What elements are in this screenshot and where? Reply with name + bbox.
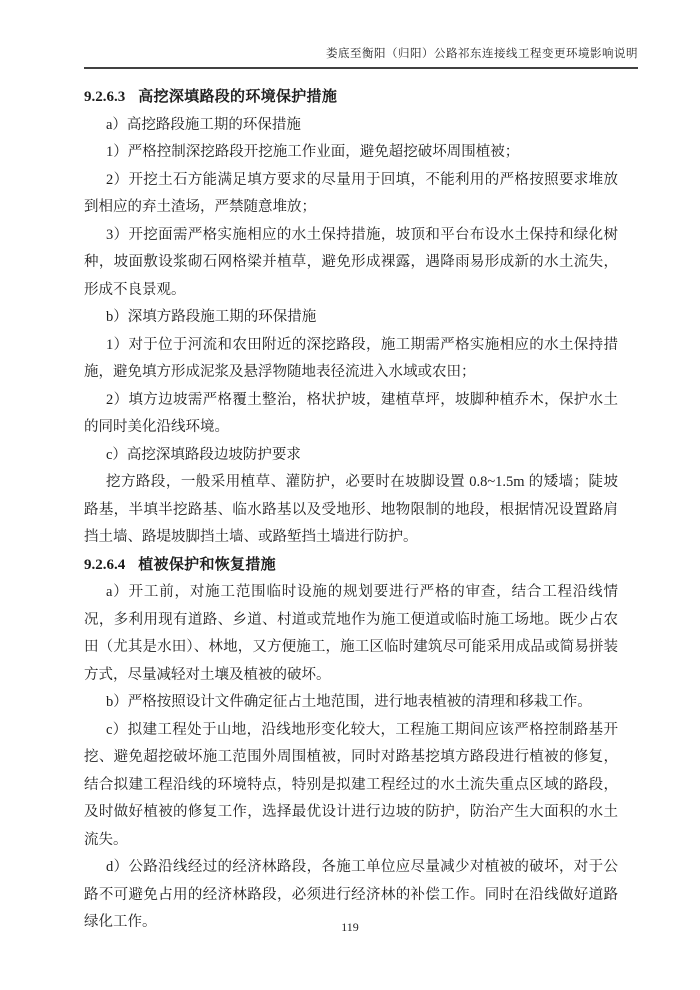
paragraph-b: b）深填方路段施工期的环保措施: [106, 309, 317, 325]
document-body: [84, 84, 618, 937]
paragraph-a3: 3）开挖面需严格实施相应的水土保持措施，坡顶和平台布设水土保持和绿化树种，坡面敷设浆砌石网格梁并植草，避免形成裸露，遇降雨易形成新的水土流失，形成不良景观。: [84, 226, 618, 298]
page-footer: [0, 919, 700, 935]
paragraph-d: d）公路沿线经过的经济林路段，各施工单位应尽量减少对植被的破坏，对于公路不可避免占用的经济林路段，必须进行经济林的补偿工作。同时在沿线做好道路绿化工作。: [84, 859, 618, 930]
paragraph-b: b）严格按照设计文件确定征占土地范围，进行地表植被的清理和移栽工作。: [106, 694, 592, 710]
paragraph-b2: 2）填方边坡需严格覆土整治，格状护坡，建植草坪，坡脚种植乔木，保护水土的同时美化沿线环境。: [84, 391, 618, 435]
page-number: 119: [341, 920, 359, 934]
section-heading-9-2-6-4: [84, 552, 618, 580]
paragraph-c: c）高挖深填路段边坡防护要求: [106, 446, 301, 463]
paragraph-b1: 1）对于位于河流和农田附近的深挖路段，施工期需严格实施相应的水土保持措施，避免填方形成泥浆及悬浮物随地表径流进入水域或农田；: [84, 336, 618, 380]
paragraph-a1: 1）严格控制深挖路段开挖施工作业面，避免超挖破坏周围植被；: [106, 144, 520, 160]
paragraph-a: a）高挖路段施工期的环保措施: [106, 116, 301, 133]
section-title: 植被保护和恢复措施: [138, 556, 276, 573]
paragraph-a2: 2）开挖土石方能满足填方要求的尽量用于回填，不能利用的严格按照要求堆放到相应的弃土渣场，严禁随意堆放；: [84, 171, 618, 215]
page-header: [84, 47, 638, 69]
section-heading-9-2-6-3: [84, 84, 618, 112]
paragraph-a: a）开工前，对施工范围临时设施的规划要进行严格的审查，结合工程沿线情况，多利用现有道路、乡道、村道或荒地作为施工便道或临时施工场地。既少占农田（尤其是水田）、林地，又方便施工，施工区临时建筑尽可能采用成品或简易拼装方式，尽量减轻对土壤及植被的破坏。: [84, 584, 618, 683]
section-number: 9.2.6.3: [84, 89, 126, 105]
section-title: 高挖深填路段的环境保护措施: [138, 89, 338, 105]
paragraph-c: c）拟建工程处于山地，沿线地形变化较大，工程施工期间应该严格控制路基开挖、避免超挖破坏施工范围外周围植被，同时对路基挖填方路段进行植被的修复，结合拟建工程沿线的环境特点，特别是拟建工程经过的水土流失重点区域的路段，及时做好植被的修复工作，选择最优设计进行边坡的防护，防治产生大面积的水土流失。: [84, 721, 618, 848]
section-number: 9.2.6.4: [84, 556, 126, 573]
running-head-title: 娄底至衡阳（归阳）公路祁东连接线工程变更环境影响说明: [326, 48, 638, 60]
paragraph-c-detail: 挖方路段，一般采用植草、灌防护，必要时在坡脚设置 0.8~1.5m 的矮墙；陡坡路基，半填半挖路基、临水路基以及受地形、地物限制的地段，根据情况设置路肩挡土墙、路堤坡脚挡土墙、或路堑挡土墙进行防护。: [84, 474, 618, 545]
